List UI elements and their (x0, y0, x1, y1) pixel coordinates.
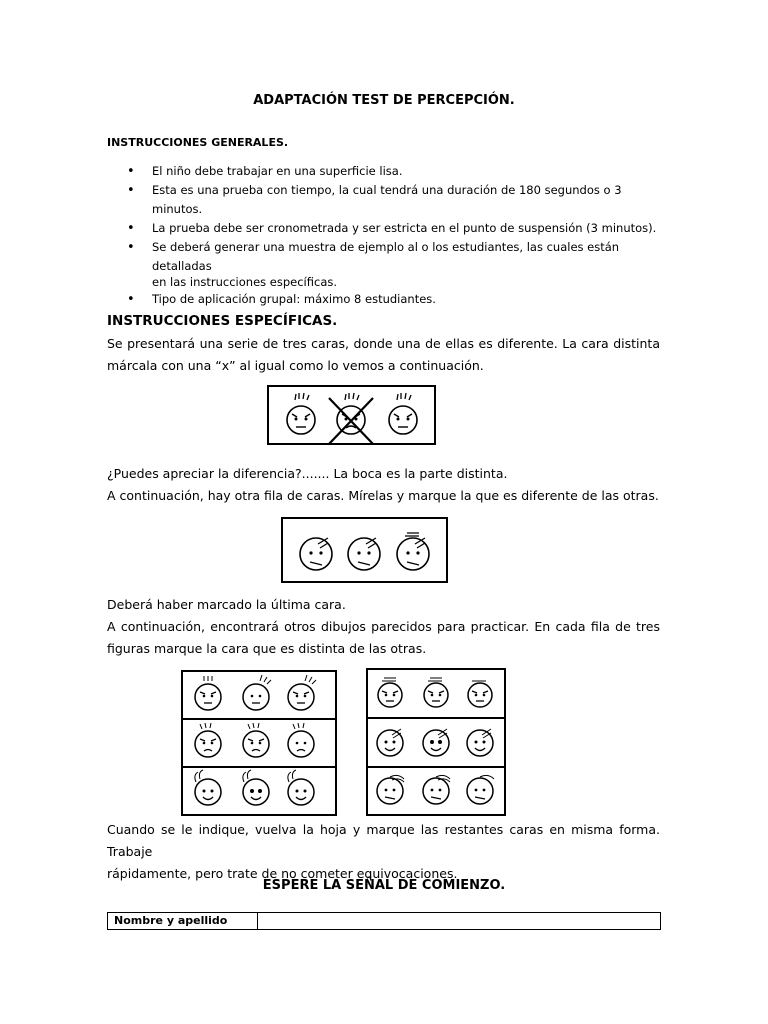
paragraph-closing: Cuando se le indique, vuelva la hoja y marque las restantes caras en misma forma. Trabaje rápidamente, pero trate de no cometer equivocaciones. (107, 822, 660, 881)
list-item: • Tipo de aplicación grupal: máximo 8 estudiantes. (107, 290, 667, 309)
example-faces-1 (267, 384, 437, 446)
list-item: • Esta es una prueba con tiempo, la cual tendrá una duración de 180 segundos o 3 minutos. (107, 181, 667, 219)
paragraph-difference: ¿Puedes apreciar la diferencia?....... La boca es la parte distinta. A continuación, hay otra fila de caras. Mírelas y marque la que es diferente de las otras. (107, 466, 659, 503)
example-faces-2 (281, 517, 448, 583)
practice-faces-left (181, 670, 337, 816)
document-title: ADAPTACIÓN TEST DE PERCEPCIÓN. (253, 93, 515, 108)
list-item: • La prueba debe ser cronometrada y ser estricta en el punto de suspensión (3 minutos). (107, 219, 667, 238)
practice-faces-right (366, 668, 506, 816)
general-instructions-heading: INSTRUCCIONES GENERALES. (107, 136, 289, 149)
paragraph-practice: Deberá haber marcado la última cara. A continuación, encontrará otros dibujos parecidos para practicar. En cada fila de tres figuras marque la cara que es distinta de las otras. (107, 597, 660, 656)
specific-instructions-heading: INSTRUCCIONES ESPECÍFICAS. (107, 313, 338, 329)
general-instructions-list (107, 162, 667, 309)
name-field[interactable] (258, 913, 660, 929)
name-label: Nombre y apellido (108, 913, 258, 929)
paragraph-intro: Se presentará una serie de tres caras, donde una de ellas es diferente. La cara distinta márcala con una “x” al igual como lo vemos a continuación. (107, 336, 660, 373)
name-table (107, 912, 661, 930)
start-signal-heading: ESPERE LA SEÑAL DE COMIENZO. (262, 878, 506, 893)
list-item: • El niño debe trabajar en una superficie lisa. (107, 162, 667, 181)
list-item: • Se deberá generar una muestra de ejemplo al o los estudiantes, las cuales están detalladas en las instrucciones específicas. (107, 238, 667, 290)
